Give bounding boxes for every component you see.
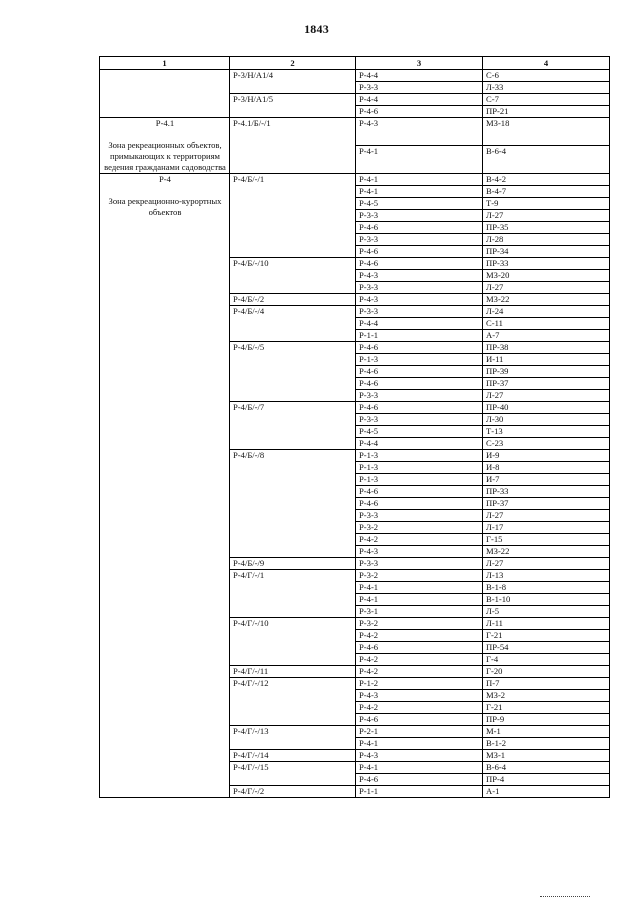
object-code: Р-4-1: [356, 174, 483, 186]
object-code: Р-4-6: [356, 486, 483, 498]
zone-code: Р-4.1: [155, 118, 175, 128]
object-id: А-7: [483, 330, 610, 342]
object-code: Р-4-6: [356, 342, 483, 354]
object-id: С-11: [483, 318, 610, 330]
object-code: Р-4-4: [356, 438, 483, 450]
object-id: В-4-7: [483, 186, 610, 198]
object-code: Р-4-5: [356, 426, 483, 438]
scan-mark: [540, 896, 590, 898]
object-id: ПР-21: [483, 106, 610, 118]
object-id: В-1-10: [483, 594, 610, 606]
subzone-code: Р-4/Б/-/4: [230, 306, 356, 342]
object-id: Л-5: [483, 606, 610, 618]
object-code: Р-3-3: [356, 510, 483, 522]
object-code: Р-4-6: [356, 498, 483, 510]
object-code: Р-4-6: [356, 714, 483, 726]
subzone-code: Р-4/Г/-/15: [230, 762, 356, 786]
object-code: Р-3-3: [356, 234, 483, 246]
object-id: ПР-34: [483, 246, 610, 258]
object-code: Р-1-3: [356, 450, 483, 462]
object-code: Р-4-6: [356, 246, 483, 258]
object-id: Т-13: [483, 426, 610, 438]
subzone-code: Р-4/Г/-/2: [230, 786, 356, 798]
object-id: Л-24: [483, 306, 610, 318]
object-id: МЗ-1: [483, 750, 610, 762]
object-id: М-1: [483, 726, 610, 738]
subzone-code: Р-3/Н/А1/5: [230, 94, 356, 118]
object-code: Р-4-3: [356, 118, 483, 146]
object-code: Р-4-1: [356, 186, 483, 198]
object-code: Р-4-3: [356, 750, 483, 762]
object-code: Р-4-6: [356, 642, 483, 654]
object-code: Р-4-2: [356, 630, 483, 642]
subzone-code: Р-4/Б/-/1: [230, 174, 356, 258]
zone-name: Зона рекреационно-курортных объектов: [108, 196, 222, 217]
object-code: Р-4-1: [356, 146, 483, 174]
object-id: В-6-4: [483, 146, 610, 174]
subzone-code: Р-4/Г/-/13: [230, 726, 356, 750]
object-id: Г-21: [483, 630, 610, 642]
object-id: В-4-2: [483, 174, 610, 186]
object-id: В-1-2: [483, 738, 610, 750]
object-code: Р-4-6: [356, 366, 483, 378]
subzone-code: Р-4/Г/-/1: [230, 570, 356, 618]
object-id: ПР-9: [483, 714, 610, 726]
object-id: МЗ-20: [483, 270, 610, 282]
zone-cell: [100, 118, 230, 174]
object-id: В-1-8: [483, 582, 610, 594]
object-id: Л-28: [483, 234, 610, 246]
object-id: ПР-33: [483, 258, 610, 270]
object-id: Л-33: [483, 82, 610, 94]
subzone-code: Р-4/Г/-/10: [230, 618, 356, 666]
object-id: И-11: [483, 354, 610, 366]
zoning-table: [99, 56, 610, 798]
object-id: МЗ-18: [483, 118, 610, 146]
object-code: Р-4-3: [356, 690, 483, 702]
table-body: [100, 70, 610, 798]
subzone-code: Р-4/Г/-/12: [230, 678, 356, 726]
object-code: Р-4-6: [356, 258, 483, 270]
object-code: Р-4-6: [356, 222, 483, 234]
object-id: С-7: [483, 94, 610, 106]
object-code: Р-4-5: [356, 198, 483, 210]
zone-code: Р-4: [159, 174, 171, 184]
object-id: С-23: [483, 438, 610, 450]
object-id: И-7: [483, 474, 610, 486]
object-code: Р-4-2: [356, 666, 483, 678]
object-code: Р-4-4: [356, 70, 483, 82]
object-code: Р-3-2: [356, 570, 483, 582]
object-id: ПР-39: [483, 366, 610, 378]
object-id: И-8: [483, 462, 610, 474]
object-code: Р-4-1: [356, 762, 483, 774]
object-code: Р-2-1: [356, 726, 483, 738]
subzone-code: Р-4/Г/-/11: [230, 666, 356, 678]
object-id: Л-30: [483, 414, 610, 426]
object-id: Л-27: [483, 210, 610, 222]
object-id: И-9: [483, 450, 610, 462]
subzone-code: Р-4/Б/-/2: [230, 294, 356, 306]
object-id: Г-4: [483, 654, 610, 666]
object-code: Р-4-6: [356, 106, 483, 118]
object-id: ПР-35: [483, 222, 610, 234]
subzone-code: Р-4/Б/-/10: [230, 258, 356, 294]
object-code: Р-4-6: [356, 378, 483, 390]
table-row: [100, 70, 610, 82]
zone-cell: [100, 70, 230, 118]
object-id: Л-13: [483, 570, 610, 582]
object-id: Т-9: [483, 198, 610, 210]
subzone-code: Р-3/Н/А1/4: [230, 70, 356, 94]
object-id: А-1: [483, 786, 610, 798]
object-code: Р-4-3: [356, 270, 483, 282]
subzone-code: Р-4.1/Б/-/1: [230, 118, 356, 174]
object-code: Р-3-3: [356, 210, 483, 222]
object-id: Г-21: [483, 702, 610, 714]
object-id: Л-27: [483, 390, 610, 402]
object-code: Р-3-3: [356, 82, 483, 94]
object-code: Р-3-2: [356, 522, 483, 534]
object-code: Р-3-3: [356, 558, 483, 570]
object-id: Л-27: [483, 282, 610, 294]
object-code: Р-4-4: [356, 94, 483, 106]
object-code: Р-4-3: [356, 546, 483, 558]
column-header-4: 4: [483, 57, 610, 70]
object-code: Р-1-3: [356, 354, 483, 366]
object-id: В-6-4: [483, 762, 610, 774]
column-header-3: 3: [356, 57, 483, 70]
subzone-code: Р-4/Б/-/5: [230, 342, 356, 402]
table-row: [100, 174, 610, 186]
subzone-code: Р-4/Г/-/14: [230, 750, 356, 762]
table-row: [100, 118, 610, 146]
object-id: Л-11: [483, 618, 610, 630]
object-code: Р-3-3: [356, 414, 483, 426]
object-code: Р-4-2: [356, 534, 483, 546]
object-id: С-6: [483, 70, 610, 82]
object-code: Р-4-1: [356, 582, 483, 594]
object-code: Р-3-3: [356, 390, 483, 402]
subzone-code: Р-4/Б/-/9: [230, 558, 356, 570]
object-id: П-7: [483, 678, 610, 690]
object-id: ПР-33: [483, 486, 610, 498]
object-id: Г-20: [483, 666, 610, 678]
object-code: Р-3-3: [356, 306, 483, 318]
subzone-code: Р-4/Б/-/8: [230, 450, 356, 558]
object-id: Г-15: [483, 534, 610, 546]
zone-name: Зона рекреационных объектов, примыкающих к территориям ведения гражданами садоводства: [104, 140, 226, 172]
object-code: Р-4-4: [356, 318, 483, 330]
object-code: Р-4-2: [356, 702, 483, 714]
object-id: Л-17: [483, 522, 610, 534]
object-id: ПР-38: [483, 342, 610, 354]
zone-cell: [100, 174, 230, 798]
object-code: Р-3-3: [356, 282, 483, 294]
table-header-row: [100, 57, 610, 70]
object-code: Р-4-6: [356, 774, 483, 786]
object-id: МЗ-2: [483, 690, 610, 702]
object-code: Р-4-1: [356, 594, 483, 606]
column-header-1: 1: [100, 57, 230, 70]
object-id: ПР-37: [483, 378, 610, 390]
object-code: Р-4-2: [356, 654, 483, 666]
object-id: ПР-40: [483, 402, 610, 414]
object-id: ПР-54: [483, 642, 610, 654]
object-id: МЗ-22: [483, 546, 610, 558]
object-code: Р-1-1: [356, 330, 483, 342]
object-code: Р-3-1: [356, 606, 483, 618]
object-code: Р-1-3: [356, 462, 483, 474]
column-header-2: 2: [230, 57, 356, 70]
object-id: МЗ-22: [483, 294, 610, 306]
object-code: Р-1-3: [356, 474, 483, 486]
object-code: Р-3-2: [356, 618, 483, 630]
object-code: Р-1-2: [356, 678, 483, 690]
object-code: Р-1-1: [356, 786, 483, 798]
object-code: Р-4-6: [356, 402, 483, 414]
object-id: ПР-4: [483, 774, 610, 786]
object-id: ПР-37: [483, 498, 610, 510]
object-id: Л-27: [483, 510, 610, 522]
object-code: Р-4-1: [356, 738, 483, 750]
object-code: Р-4-3: [356, 294, 483, 306]
page-number: 1843: [304, 22, 329, 36]
object-id: Л-27: [483, 558, 610, 570]
subzone-code: Р-4/Б/-/7: [230, 402, 356, 450]
